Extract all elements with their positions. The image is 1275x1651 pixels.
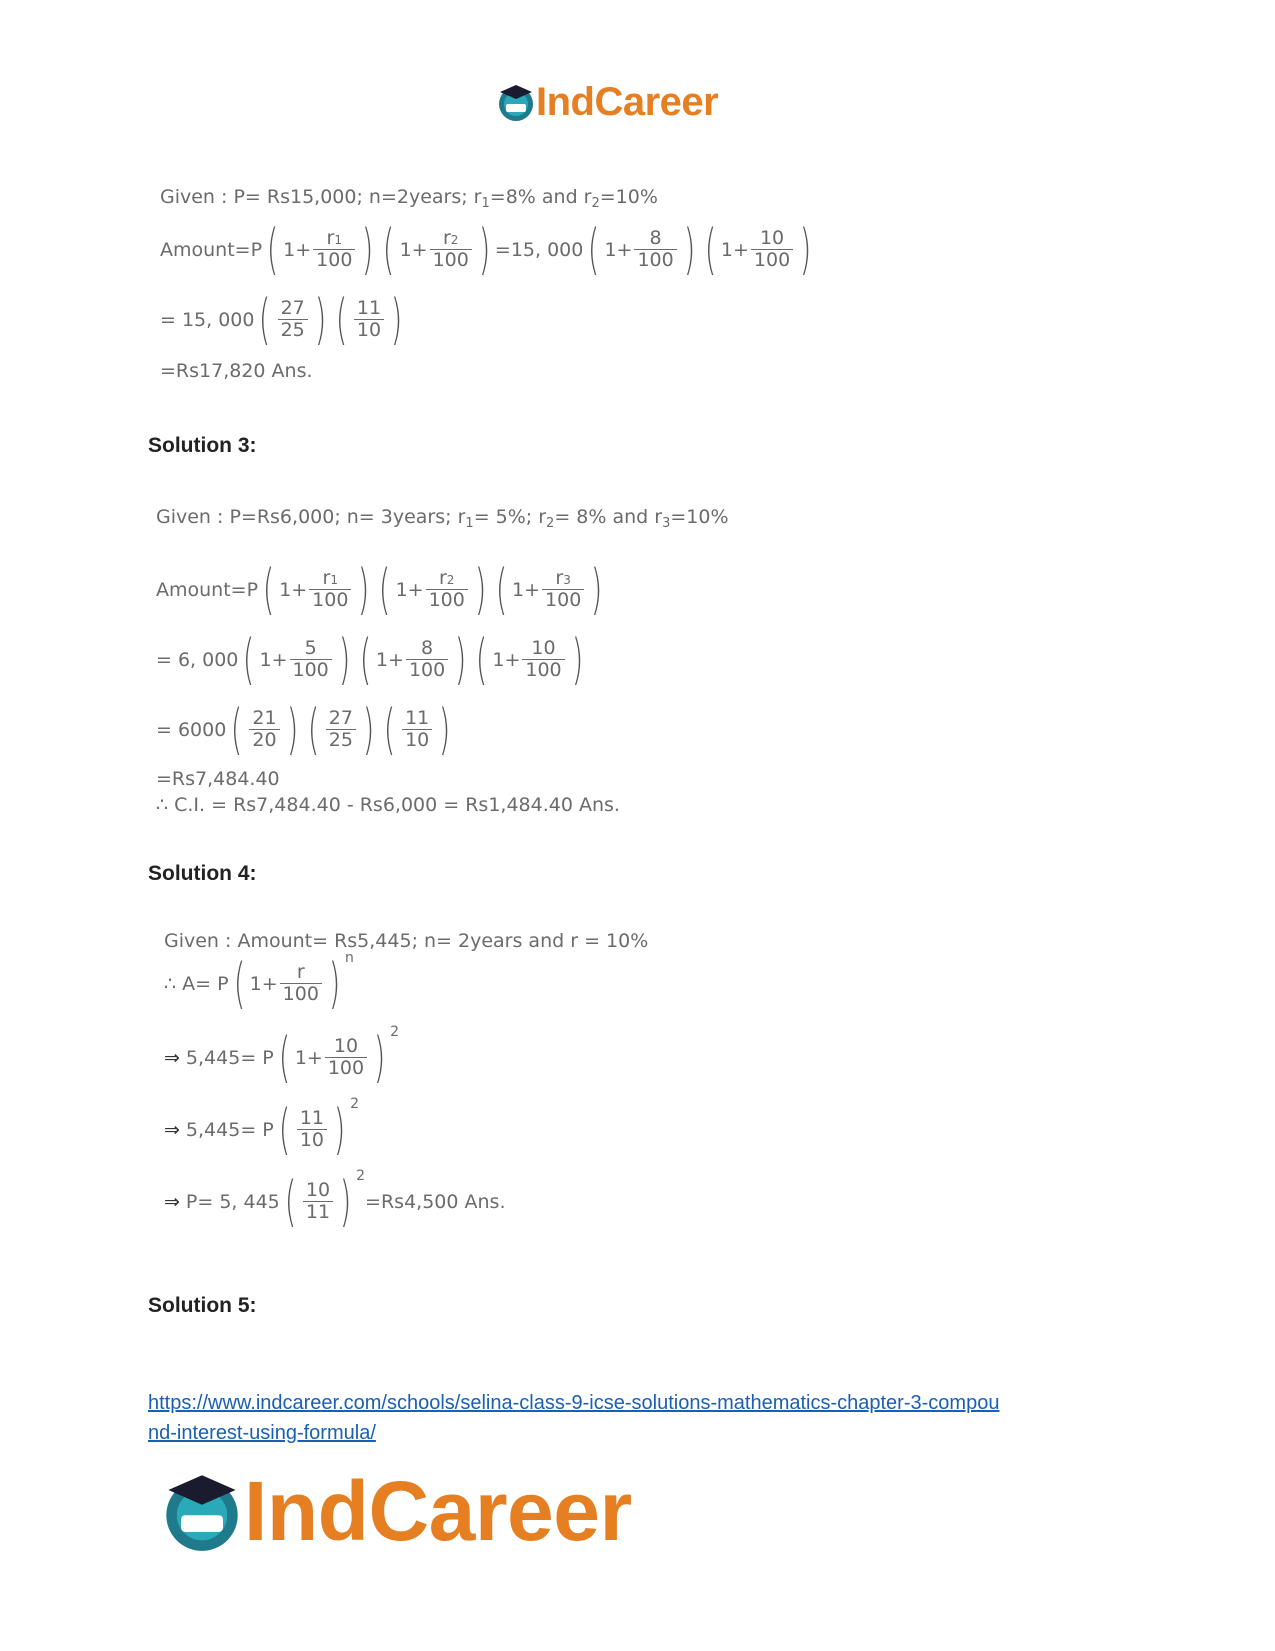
sol4-given: Given : Amount= Rs5,445; n= 2years and r = 10% <box>164 930 649 952</box>
source-url-link[interactable]: https://www.indcareer.com/schools/selina-class-9-icse-solutions-mathematics-chapter-3-compou nd-interest-using-formula/ <box>148 1392 1000 1444</box>
solution-5-heading: Solution 5: <box>148 1294 257 1317</box>
sol3-simplified: = 6000 ( $\frac{21}{20}$ ) ( $\frac{27}{25}$ ) ( $\frac{11}{10}$ ) <box>156 698 451 761</box>
graduation-globe-icon <box>160 1469 244 1553</box>
sol2-simplified: = 15, 000 ( $\frac{27}{25}$ ) ( $\frac{11}{10}$ ) <box>160 288 403 351</box>
sol3-substituted: = 6, 000 ( 1+ $\frac{5}{100}$ ) ( 1+ $\frac{8}{100}$ ) ( 1+ $\frac{10}{100}$ ) <box>156 628 583 691</box>
indcareer-logo-bottom <box>160 1463 632 1558</box>
logo-text: IndCareer <box>536 79 719 124</box>
sol3-ci: ∴ C.I. = Rs7,484.40 - Rs6,000 = Rs1,484.40 Ans. <box>156 794 620 816</box>
sol4-step3: ⇒ P= 5, 445 ( $\frac{10}{11}$ ) 2 =Rs4,500 Ans. <box>164 1168 506 1233</box>
logo-text: IndCareer <box>244 1463 632 1558</box>
sol2-given: Given : P= Rs15,000; n=2years; r 1 =8% and r 2 =10% <box>160 186 658 211</box>
sol2-answer: =Rs17,820 Ans. <box>160 360 313 382</box>
solution-4-heading: Solution 4: <box>148 862 257 885</box>
indcareer-logo-top <box>496 78 718 126</box>
sol3-amount-line: Amount=P ( 1+ $\frac{r1}{100}$ ) ( 1+ $\frac{r2}{100}$ ) ( 1+ $\frac{r3}{100}$ ) <box>156 558 603 621</box>
sol3-result: =Rs7,484.40 <box>156 768 280 790</box>
sol4-step1: ⇒ 5,445= P ( 1+ $\frac{10}{100}$ ) 2 <box>164 1024 400 1089</box>
sol2-amount-line: Amount=P ( 1+ $\frac{r1}{100}$ ) ( 1+ $\frac{r2}{100}$ ) =15, 000 ( 1+ $\frac{8}{100}$ ) ( 1+ $\frac{10}{100}$ ) <box>160 218 812 281</box>
sol4-formula: ∴ A= P ( 1+ $\frac{r}{100}$ ) n <box>164 950 354 1015</box>
solution-3-heading: Solution 3: <box>148 434 257 457</box>
sol4-step2: ⇒ 5,445= P ( $\frac{11}{10}$ ) 2 <box>164 1096 359 1161</box>
graduation-globe-icon <box>496 82 536 122</box>
sol3-given: Given : P=Rs6,000; n= 3years; r 1 = 5%; r 2 = 8% and r 3 =10% <box>156 506 729 531</box>
